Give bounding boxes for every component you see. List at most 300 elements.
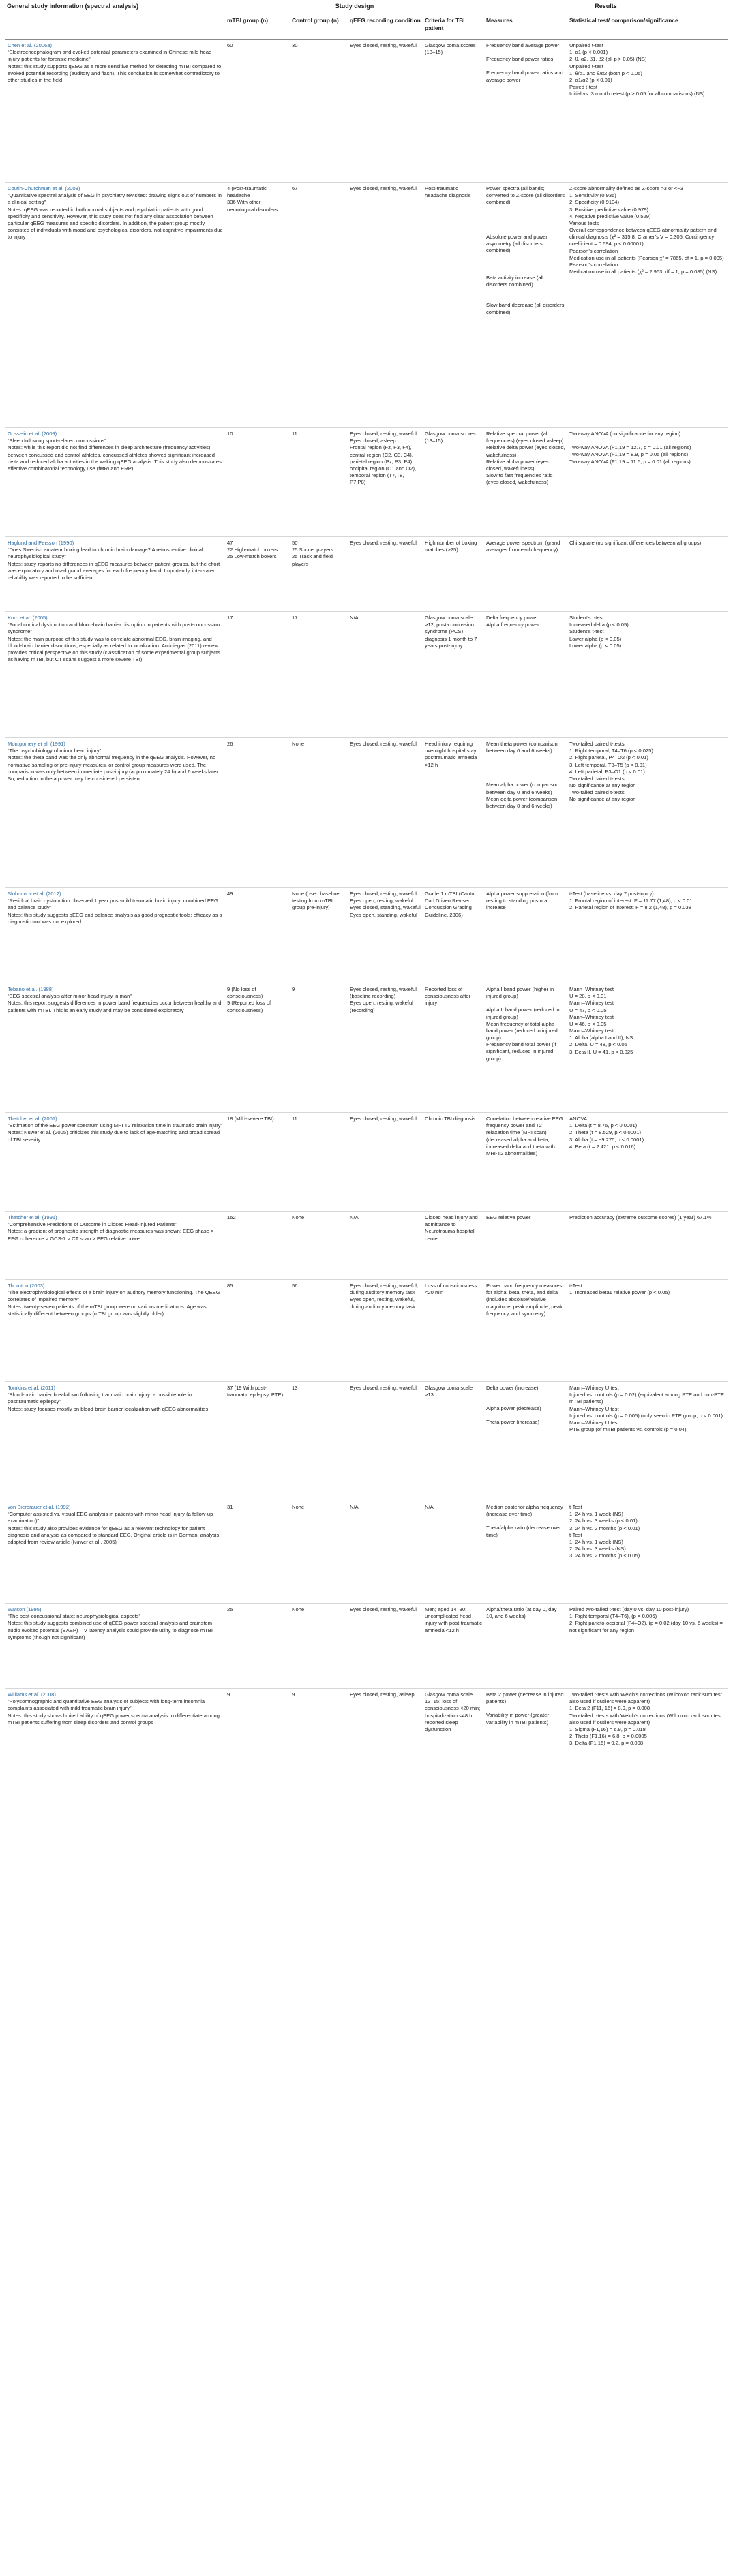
measures-line: Frequency band power ratios: [486, 56, 554, 63]
measures-line: Alpha I band power (higher in injured group): [486, 986, 554, 1000]
statistics-line: Various tests: [569, 219, 599, 226]
measures-line: Variability in power (greater variability in mTBI patients): [486, 1712, 549, 1726]
recording-condition-line: Eyes closed, resting, asleep: [350, 1691, 415, 1698]
statistics-line: 1. 24 h vs. 1 week (NS): [569, 1511, 623, 1518]
measures-line: Slow to fast frequencies ratio (eyes closed, wakefulness): [486, 472, 553, 486]
table-row: [5, 1604, 728, 1689]
study-title: “Residual brain dysfunction observed 1 year post-mild traumatic brain injury: combined EEG and balance study”: [8, 898, 218, 911]
statistics-line: 1. Alpha (alpha I and II), NS: [569, 1034, 633, 1041]
measures-line: [486, 268, 565, 275]
statistics-line: Overall correspondence between qEEG abnormality pattern and clinical diagnosis (χ² = 315.8, Cramer’s V = 0.305, Contingency coefficient = 0.694; p < 0.00001): [569, 227, 717, 247]
table-row: [5, 428, 728, 537]
study-notes: Notes: the theta band was the only abnormal frequency in the qEEG analysis. However, no normative sampling or pre-injury measures, or control group measures were used. The comparison was only between immediate post-injury (approximately 24 h) and 6 weeks later. So, reduction in theta power may be considered persistent: [8, 754, 220, 782]
table-row: [5, 183, 728, 428]
study-title: “The post-concussional state: neurophysiological aspects”: [8, 1613, 141, 1620]
control-group-cell: [290, 428, 348, 536]
table-row: [5, 1280, 728, 1382]
statistics-line: 2. Right parieto-occipital (P4–O2), (p = 0.02 (day 10 vs. 6 weeks) = not significant for any region: [569, 1620, 723, 1634]
group-header-results: Results: [595, 3, 617, 10]
mtbi-group-line: 37 (19 With post-traumatic epilepsy, PTE): [227, 1385, 284, 1398]
study-cell: [5, 1212, 225, 1279]
study-cell: [5, 888, 225, 983]
measures-line: Correlation between relative EEG frequency power and T2 relaxation time (MRI scan) (decreased alpha and beta; increased delta and theta with MRI-T2 abnormalities): [486, 1116, 563, 1156]
statistics-line: 4. Negative predictive value (0.529): [569, 213, 651, 219]
mtbi-group-cell: [225, 40, 290, 182]
recording-condition-line: N/A: [350, 1504, 359, 1510]
statistics-line: 2. α1/α2 (p < 0.01): [569, 76, 612, 83]
study-title: “Blood-brain barrier breakdown following traumatic brain injury: a possible role in posttraumatic epilepsy”: [8, 1392, 192, 1405]
measures-line: Median posterior alpha frequency (increase over time): [486, 1504, 563, 1518]
recording-condition-line: Eyes closed, resting, wakeful: [350, 741, 417, 747]
study-citation: Korn et al. (2005): [8, 615, 48, 621]
measures-line: Frequency band power ratios and average power: [486, 70, 564, 83]
control-group-cell: [290, 1689, 348, 1792]
measures-line: Relative spectral power (all frequencies) (eyes closed asleep): [486, 431, 564, 444]
study-citation: von Bierbrauer et al. (1992): [8, 1504, 71, 1510]
tbi-criteria-cell: [423, 983, 484, 1112]
table-row: [5, 1113, 728, 1212]
statistics-cell: [567, 1280, 728, 1381]
measures-line: Mean frequency of total alpha band power (reduced in injured group): [486, 1020, 558, 1041]
statistics-line: Student’s t-test: [569, 628, 604, 635]
statistics-line: 3. Left temporal, T3–T5 (p < 0.01): [569, 761, 647, 768]
mtbi-group-cell: [225, 1212, 290, 1279]
control-group-cell: [290, 983, 348, 1112]
study-citation: Haglund and Persson (1990): [8, 540, 74, 546]
control-group-cell: [290, 1382, 348, 1501]
study-citation: Coutin-Churchman et al. (2003): [8, 185, 80, 191]
statistics-line: Mann–Whitney test: [569, 1000, 614, 1007]
statistics-line: 4. Beta (t = 2.421, p < 0.016): [569, 1143, 636, 1150]
statistics-line: 1. Sensitivity (0.936): [569, 192, 616, 199]
statistics-line: 2. θ, α2, β1, β2 (all p > 0.05) (NS): [569, 56, 647, 63]
column-header-stats: Statistical test/ comparison/significance: [569, 17, 678, 24]
table-row: [5, 1501, 728, 1604]
measures-line: Relative delta power (eyes closed, wakefulness): [486, 444, 565, 458]
statistics-cell: [567, 1501, 728, 1603]
statistics-cell: [567, 1382, 728, 1501]
measures-line: [486, 227, 565, 234]
spectral-analysis-table: [5, 0, 728, 1792]
column-header-measures: Measures: [486, 17, 513, 24]
mtbi-group-cell: [225, 1501, 290, 1603]
statistics-line: Paired two-tailed t-test (day 0 vs. day 10 post-injury): [569, 1606, 689, 1612]
measures-line: Relative alpha power (eyes closed, wakefulness): [486, 458, 549, 472]
measures-line: [486, 63, 565, 70]
statistics-line: Chi square (no significant differences between all groups): [569, 540, 702, 546]
statistics-line: 1. 24 h vs. 1 week (NS): [569, 1538, 623, 1545]
tbi-criteria-line: Loss of consciousness <20 min: [425, 1283, 477, 1296]
recording-condition-cell: [348, 40, 423, 182]
statistics-cell: [567, 1689, 728, 1792]
study-cell: [5, 738, 225, 887]
study-cell: [5, 1689, 225, 1792]
statistics-line: 2. Parietal region of interest: F = 8.2 (1,48), p = 0.038: [569, 904, 691, 911]
statistics-line: Mann–Whitney test: [569, 1013, 614, 1020]
study-notes: Notes: this study shows limited ability of qEEG power spectra analysis to differentiate among mTBI patients suffering from sleep disorders and control groups: [8, 1712, 220, 1726]
statistics-line: Lower alpha (p < 0.05): [569, 642, 622, 649]
recording-condition-line: Eyes open, resting, wakeful (recording): [350, 1000, 413, 1013]
mtbi-group-cell: [225, 1113, 290, 1211]
study-cell: [5, 428, 225, 536]
statistics-line: No significance at any region: [569, 796, 636, 803]
statistics-line: Two-tailed t-tests with Welch’s corrections (Wilcoxon rank sum test also used if outliers were apparent): [569, 1712, 722, 1726]
measures-line: [486, 1398, 565, 1405]
study-title: “Focal cortical dysfunction and blood-brain barrier disruption in patients with post-concussion syndrome”: [8, 622, 220, 635]
group-header-general: General study information (spectral analysis): [7, 3, 139, 10]
tbi-criteria-line: Reported loss of consciousness after injury: [425, 986, 471, 1007]
study-cell: [5, 1382, 225, 1501]
mtbi-group-cell: [225, 738, 290, 887]
tbi-criteria-cell: [423, 1382, 484, 1501]
measures-cell: [484, 1212, 567, 1279]
measures-line: [486, 768, 565, 775]
statistics-line: 3. Positive predictive value (0.979): [569, 206, 649, 213]
measures-line: Delta power (increase): [486, 1385, 539, 1391]
measures-cell: [484, 40, 567, 182]
study-title: “Quantitative spectral analysis of EEG in psychiatry revisited: drawing signs out of numbers in a clinical setting”: [8, 192, 222, 206]
study-title: “Polysomnographic and quantitative EEG analysis of subjects with long-term insomnia complaints associated with mild traumatic brain injury”: [8, 1698, 205, 1712]
tbi-criteria-line: High number of boxing matches (>25): [425, 540, 477, 553]
statistics-line: PTE group (of mTBI patients vs. controls (p = 0.04): [569, 1426, 687, 1433]
statistics-line: Unpaired t-test: [569, 63, 603, 70]
study-notes: Notes: this study suggests qEEG and balance analysis as good prognostic tools; efficacy as a diagnostic tool was not explored: [8, 911, 222, 925]
tbi-criteria-cell: [423, 612, 484, 737]
study-title: “The electrophysiological effects of a brain injury on auditory memory functioning. The QEEG correlates of impaired memory”: [8, 1289, 220, 1303]
statistics-line: Mann–Whitney U test: [569, 1385, 619, 1391]
recording-condition-line: Eyes closed, resting, wakeful: [350, 42, 417, 48]
mtbi-group-line: 47: [227, 540, 233, 546]
measures-cell: [484, 428, 567, 536]
study-notes: Notes: study reports no differences in qEEG measures between patient groups, but the effort was exploratory and used grand averages for each frequency band. Importantly, inter-rater reliability was reported to be sufficient: [8, 560, 220, 581]
statistics-cell: [567, 1113, 728, 1211]
mtbi-group-line: 25 Low-match boxers: [227, 553, 277, 560]
statistics-line: Mann–Whitney U test: [569, 1419, 619, 1426]
control-group-line: 67: [292, 185, 298, 191]
control-group-cell: [290, 40, 348, 182]
table-row: [5, 888, 728, 983]
measures-line: [486, 1412, 565, 1419]
measures-line: [486, 1392, 565, 1398]
mtbi-group-line: 336 With other neurological disorders: [227, 199, 278, 213]
recording-condition-cell: [348, 1604, 423, 1688]
measures-cell: [484, 1280, 567, 1381]
measures-line: Frequency band total power (if significant, reduced in injured group): [486, 1041, 556, 1062]
statistics-line: 2. 24 h vs. 3 weeks (NS): [569, 1546, 626, 1552]
statistics-line: Two-way ANOVA (F1,19 = 8.9, p = 0.05 (all regions): [569, 451, 689, 458]
tbi-criteria-line: Grade 1 mTBI (Cantu Dad Driven Revised Concussion Grading Guideline, 2006): [425, 891, 475, 918]
recording-condition-cell: [348, 1689, 423, 1792]
measures-line: [486, 1000, 565, 1007]
mtbi-group-line: 10: [227, 431, 233, 437]
tbi-criteria-cell: [423, 738, 484, 887]
table-row: [5, 1689, 728, 1792]
recording-condition-line: Eyes closed, standing, wakeful: [350, 904, 421, 911]
recording-condition-line: N/A: [350, 1214, 359, 1221]
measures-cell: [484, 1382, 567, 1501]
recording-condition-cell: [348, 183, 423, 427]
measures-cell: [484, 738, 567, 887]
control-group-cell: [290, 1280, 348, 1381]
control-group-line: None: [292, 1606, 305, 1612]
statistics-line: Lower alpha (p < 0.05): [569, 635, 622, 642]
control-group-line: None: [292, 1504, 305, 1510]
recording-condition-line: Eyes closed, resting, wakeful: [350, 891, 417, 897]
study-citation: Thornton (2003): [8, 1283, 45, 1289]
column-header-criteria: Criteria for TBI patient: [425, 17, 465, 31]
study-title: “Sleep following sport-related concussions”: [8, 438, 106, 444]
study-notes: Notes: this study supports qEEG as a more sensitive method for detecting mTBI compared to evoked potential recording (auditory and flash). This conclusion is somewhat contradictory to other studies in the field: [8, 63, 222, 83]
recording-condition-line: Eyes open, resting, wakeful, during auditory memory task: [350, 1296, 415, 1310]
group-header-row: [5, 0, 728, 14]
statistics-line: 1. Frontal region of interest: F = 11.77 (1,48), p < 0.01: [569, 898, 693, 904]
study-citation: Thatcher et al. (1991): [8, 1214, 57, 1221]
study-notes: Notes: study focuses mostly on blood-brain barrier localization with qEEG abnormalities: [8, 1405, 209, 1412]
study-cell: [5, 183, 225, 427]
control-group-cell: [290, 888, 348, 983]
study-citation: Montgomery et al. (1991): [8, 741, 65, 747]
measures-line: [486, 261, 565, 268]
study-title: “Comprehensive Predictions of Outcome in Closed Head-Injured Patients”: [8, 1221, 177, 1228]
recording-condition-cell: [348, 1501, 423, 1603]
measures-line: [486, 761, 565, 768]
measures-line: [486, 754, 565, 761]
measures-line: Alpha II band power (reduced in injured group): [486, 1007, 560, 1020]
control-group-cell: [290, 183, 348, 427]
table-row: [5, 40, 728, 183]
study-notes: Notes: twenty-seven patients of the mTBI group were on various medications. Age was statistically different between groups (mTBI group was slightly older): [8, 1303, 207, 1317]
column-header-mtbi: mTBI group (n): [227, 17, 269, 24]
measures-line: Mean theta power (comparison between day 0 and 6 weeks): [486, 741, 558, 754]
mtbi-group-cell: [225, 1604, 290, 1688]
measures-line: [486, 220, 565, 227]
recording-condition-cell: [348, 983, 423, 1112]
measures-line: [486, 49, 565, 56]
tbi-criteria-cell: [423, 428, 484, 536]
study-cell: [5, 1501, 225, 1603]
statistics-line: U = 28, p < 0.01: [569, 993, 607, 1000]
study-notes: Notes: a gradient of prognostic strength of diagnostic measures was shown: EEG phase > EEG coherence > GCS-7 > CT scan > EEG relative power: [8, 1228, 214, 1242]
measures-line: Theta/alpha ratio (decrease over time): [486, 1524, 561, 1538]
study-notes: Notes: Nuwer et al. (2005) criticizes this study due to lack of age-matching and broad spread of TBI severity: [8, 1129, 220, 1143]
group-header-design: Study design: [335, 3, 374, 10]
study-citation: Tomkins et al. (2011): [8, 1385, 55, 1391]
control-group-line: 30: [292, 42, 298, 48]
study-citation: Thatcher et al. (2001): [8, 1116, 57, 1122]
statistics-line: ANOVA: [569, 1116, 588, 1122]
study-cell: [5, 612, 225, 737]
recording-condition-cell: [348, 612, 423, 737]
measures-cell: [484, 1113, 567, 1211]
mtbi-group-line: 60: [227, 42, 233, 48]
measures-line: Absolute power and power asymmetry (all disorders combined): [486, 233, 548, 254]
statistics-line: 2. Theta (t = 8.529, p < 0.0001): [569, 1129, 641, 1136]
statistics-line: 2. 24 h vs. 3 weeks (p < 0.01): [569, 1518, 638, 1524]
measures-line: Frequency band average power: [486, 42, 560, 48]
statistics-line: 1. Right temporal, T4–T6 (p < 0.025): [569, 748, 653, 754]
recording-condition-cell: [348, 888, 423, 983]
statistics-cell: [567, 40, 728, 182]
statistics-line: No significance at any region: [569, 782, 636, 789]
control-group-cell: [290, 1604, 348, 1688]
measures-line: [486, 288, 565, 295]
mtbi-group-line: 49: [227, 891, 233, 897]
mtbi-group-cell: [225, 183, 290, 427]
measures-line: Theta power (increase): [486, 1419, 540, 1426]
statistics-line: 1. θ/α1 and θ/α2 (both p < 0.05): [569, 70, 642, 76]
measures-cell: [484, 888, 567, 983]
study-notes: Notes: this report suggests differences in power band frequencies occur between healthy and patients with mTBI. This is an early study and may be considered exploratory: [8, 1000, 222, 1013]
statistics-line: [569, 438, 725, 444]
study-citation: Slobounov et al. (2012): [8, 891, 61, 897]
control-group-line: 50: [292, 540, 298, 546]
statistics-line: 2. Right parietal, P4–O2 (p < 0.01): [569, 754, 648, 761]
study-notes: Notes: the main purpose of this study was to correlate abnormal EEG, brain imaging, and blood-brain barrier disruptions, especially as related to localization. Arciniegas (2011) review provides critical perspective on this study (classification of some experimental group subjects as having mTBI, but CT scans suggest a more severe TBI): [8, 635, 220, 663]
study-cell: [5, 983, 225, 1112]
control-group-cell: [290, 1113, 348, 1211]
tbi-criteria-cell: [423, 1604, 484, 1688]
mtbi-group-line: 9 (Reported loss of consciousness): [227, 1000, 271, 1013]
control-group-line: 11: [292, 1116, 297, 1122]
measures-line: Average power spectrum (grand averages from each frequency): [486, 540, 560, 553]
mtbi-group-cell: [225, 983, 290, 1112]
mtbi-group-cell: [225, 1280, 290, 1381]
column-header-recording: qEEG recording condition: [350, 17, 421, 24]
statistics-line: Z-score abnormality defined as Z-score >3 or <−3: [569, 185, 683, 191]
recording-condition-line: Eyes closed, asleep: [350, 438, 396, 444]
measures-cell: [484, 1604, 567, 1688]
control-group-line: 25 Soccer players: [292, 547, 333, 553]
measures-line: Delta frequency power: [486, 615, 538, 621]
statistics-line: Two-way ANOVA (F1,19 = 12.7, p = 0.01 (all regions): [569, 444, 691, 451]
measures-cell: [484, 1501, 567, 1603]
study-title: “The psychobiology of minor head injury”: [8, 748, 102, 754]
measures-cell: [484, 1689, 567, 1792]
table-row: [5, 537, 728, 612]
tbi-criteria-cell: [423, 1113, 484, 1211]
tbi-criteria-line: Closed head injury and admittance to Neurotrauma hospital center: [425, 1214, 478, 1242]
table-row: [5, 1212, 728, 1280]
mtbi-group-line: 85: [227, 1283, 233, 1289]
study-title: “Estimation of the EEG power spectrum using MRI T2 relaxation time in traumatic brain injury”: [8, 1122, 223, 1129]
statistics-line: 3. Beta II, U = 41, p < 0.025: [569, 1048, 633, 1055]
study-title: “Electroencephalogram and evoked potential parameters examined in Chinese mild head injury patients for forensic medicine”: [8, 49, 212, 63]
statistics-line: Two-way ANOVA (no significance for any region): [569, 431, 681, 437]
study-cell: [5, 40, 225, 182]
tbi-criteria-line: Glasgow coma scale 13–15; loss of consciousness <20 min; hospitalization <48 h; reported sleep dysfunction: [425, 1691, 481, 1732]
control-group-line: 11: [292, 431, 297, 437]
statistics-line: Two-tailed paired t-tests: [569, 789, 625, 796]
mtbi-group-line: 25: [227, 1606, 233, 1612]
mtbi-group-line: 18 (Mild-severe TBI): [227, 1116, 274, 1122]
recording-condition-line: Frontal region (Fz, F3, F4), central region (C2, C3, C4), parietal region (Pz, P3, P4), occipital region (O1 and O2), temporal region (T7,T8, P7,P8): [350, 444, 417, 486]
measures-line: [486, 295, 565, 302]
statistics-cell: [567, 1212, 728, 1279]
statistics-cell: [567, 738, 728, 887]
statistics-cell: [567, 888, 728, 983]
column-header-control: Control group (n): [292, 17, 339, 24]
statistics-line: Mann–Whitney test: [569, 1028, 614, 1034]
statistics-line: 1. Increased beta1 relative power (p < 0.05): [569, 1289, 670, 1296]
study-title: “Computer assisted vs. visual EEG-analysis in patients with minor head injury (a follow-up examination)”: [8, 1511, 213, 1524]
mtbi-group-cell: [225, 428, 290, 536]
mtbi-group-line: 22 High-match boxers: [227, 547, 278, 553]
tbi-criteria-cell: [423, 40, 484, 182]
measures-line: [486, 206, 565, 213]
statistics-line: 3. 24 h vs. 2 months (p < 0.01): [569, 1524, 640, 1531]
control-group-cell: [290, 537, 348, 611]
mtbi-group-line: 26: [227, 741, 233, 747]
recording-condition-cell: [348, 537, 423, 611]
recording-condition-line: Eyes closed, resting, wakeful: [350, 540, 417, 546]
statistics-line: Unpaired t-test: [569, 42, 603, 48]
recording-condition-line: Eyes closed, resting, wakeful: [350, 1606, 417, 1612]
statistics-line: 3. Delta (F1,16) = 9.2, p = 0.008: [569, 1740, 644, 1747]
recording-condition-cell: [348, 1113, 423, 1211]
measures-line: Beta 2 power (decrease in injured patients): [486, 1691, 564, 1705]
recording-condition-line: Eyes closed, resting, wakeful: [350, 431, 417, 437]
statistics-line: U = 46, p < 0.05: [569, 1020, 607, 1027]
measures-line: [486, 775, 565, 782]
statistics-line: Pearson’s correlation: [569, 261, 618, 268]
statistics-cell: [567, 612, 728, 737]
statistics-cell: [567, 183, 728, 427]
study-cell: [5, 1280, 225, 1381]
study-notes: Notes: this study also provides evidence for qEEG as a relevant technology for patient diagnosis and analysis as compared to standard EEG. Original article is in German; analysis adapted from review article (Nuwer et al., 2005): [8, 1524, 220, 1545]
measures-line: [486, 1518, 565, 1524]
table-row: [5, 1382, 728, 1501]
measures-line: [486, 213, 565, 220]
measures-cell: [484, 537, 567, 611]
statistics-line: Prediction accuracy (extreme outcome scores) (1 year) 67.1%: [569, 1214, 712, 1221]
control-group-line: None: [292, 741, 305, 747]
study-citation: Gosselin et al. (2009): [8, 431, 57, 437]
measures-line: Power band frequency measures for alpha, beta, theta, and delta (includes absolute/relative magnitude, peak amplitude, peak frequency, and symmetry): [486, 1283, 563, 1317]
statistics-line: 1. Beta 2 (F11, 16) = 8.9, p = 0.008: [569, 1705, 650, 1712]
measures-line: EEG relative power: [486, 1214, 531, 1221]
recording-condition-cell: [348, 1382, 423, 1501]
statistics-cell: [567, 537, 728, 611]
measures-line: Slow band decrease (all disorders combined): [486, 302, 565, 316]
control-group-line: 25 Track and field players: [292, 553, 333, 567]
measures-line: [486, 1705, 565, 1712]
control-group-line: 9: [292, 986, 295, 992]
statistics-line: Mann–Whitney test: [569, 986, 614, 992]
measures-line: Mean alpha power (comparison between day 0 and 6 weeks): [486, 782, 559, 795]
statistics-line: Two-tailed paired t-tests: [569, 775, 625, 782]
measures-line: Power spectra (all bands; converted to Z-score (all disorders combined): [486, 185, 565, 206]
statistics-line: 2. Delta, U = 48, p < 0.05: [569, 1041, 627, 1048]
statistics-line: 2. Theta (F1,16) = 6.8, p = 0.0005: [569, 1733, 647, 1740]
tbi-criteria-line: Chronic TBI diagnosis: [425, 1116, 476, 1122]
statistics-line: U = 47, p < 0.05: [569, 1007, 607, 1013]
measures-line: Alpha frequency power: [486, 622, 539, 628]
study-notes: Notes: while this report did not find differences in sleep architecture (frequency activities) between concussed and control athletes, concussed athletes showed significant increased delta and reduced alpha activities in the waking qEEG analysis. This study also demonstrates effective combinatorial technology use (fMRI and ERP): [8, 444, 222, 472]
tbi-criteria-line: Men; aged 14–30; uncomplicated head injury with post-traumatic amnesia <12 h: [425, 1606, 482, 1634]
measures-line: Alpha/theta ratio (at day 0, day 10, and 6 weeks): [486, 1606, 557, 1620]
statistics-line: 1. Delta (t = 8.76, p < 0.0001): [569, 1122, 638, 1129]
recording-condition-cell: [348, 1212, 423, 1279]
tbi-criteria-line: Glasgow coma scale >13: [425, 1385, 473, 1398]
measures-line: Mean delta power (comparison between day 0 and 6 weeks): [486, 795, 558, 809]
statistics-line: 3. Alpha (t = −9.276, p < 0.0001): [569, 1136, 644, 1143]
statistics-line: Student’s t-test: [569, 615, 604, 621]
mtbi-group-cell: [225, 537, 290, 611]
control-group-cell: [290, 1212, 348, 1279]
statistics-line: Two-tailed paired t-tests: [569, 741, 625, 747]
measures-line: Beta activity increase (all disorders combined): [486, 275, 543, 288]
study-citation: Williams et al. (2008): [8, 1691, 56, 1698]
